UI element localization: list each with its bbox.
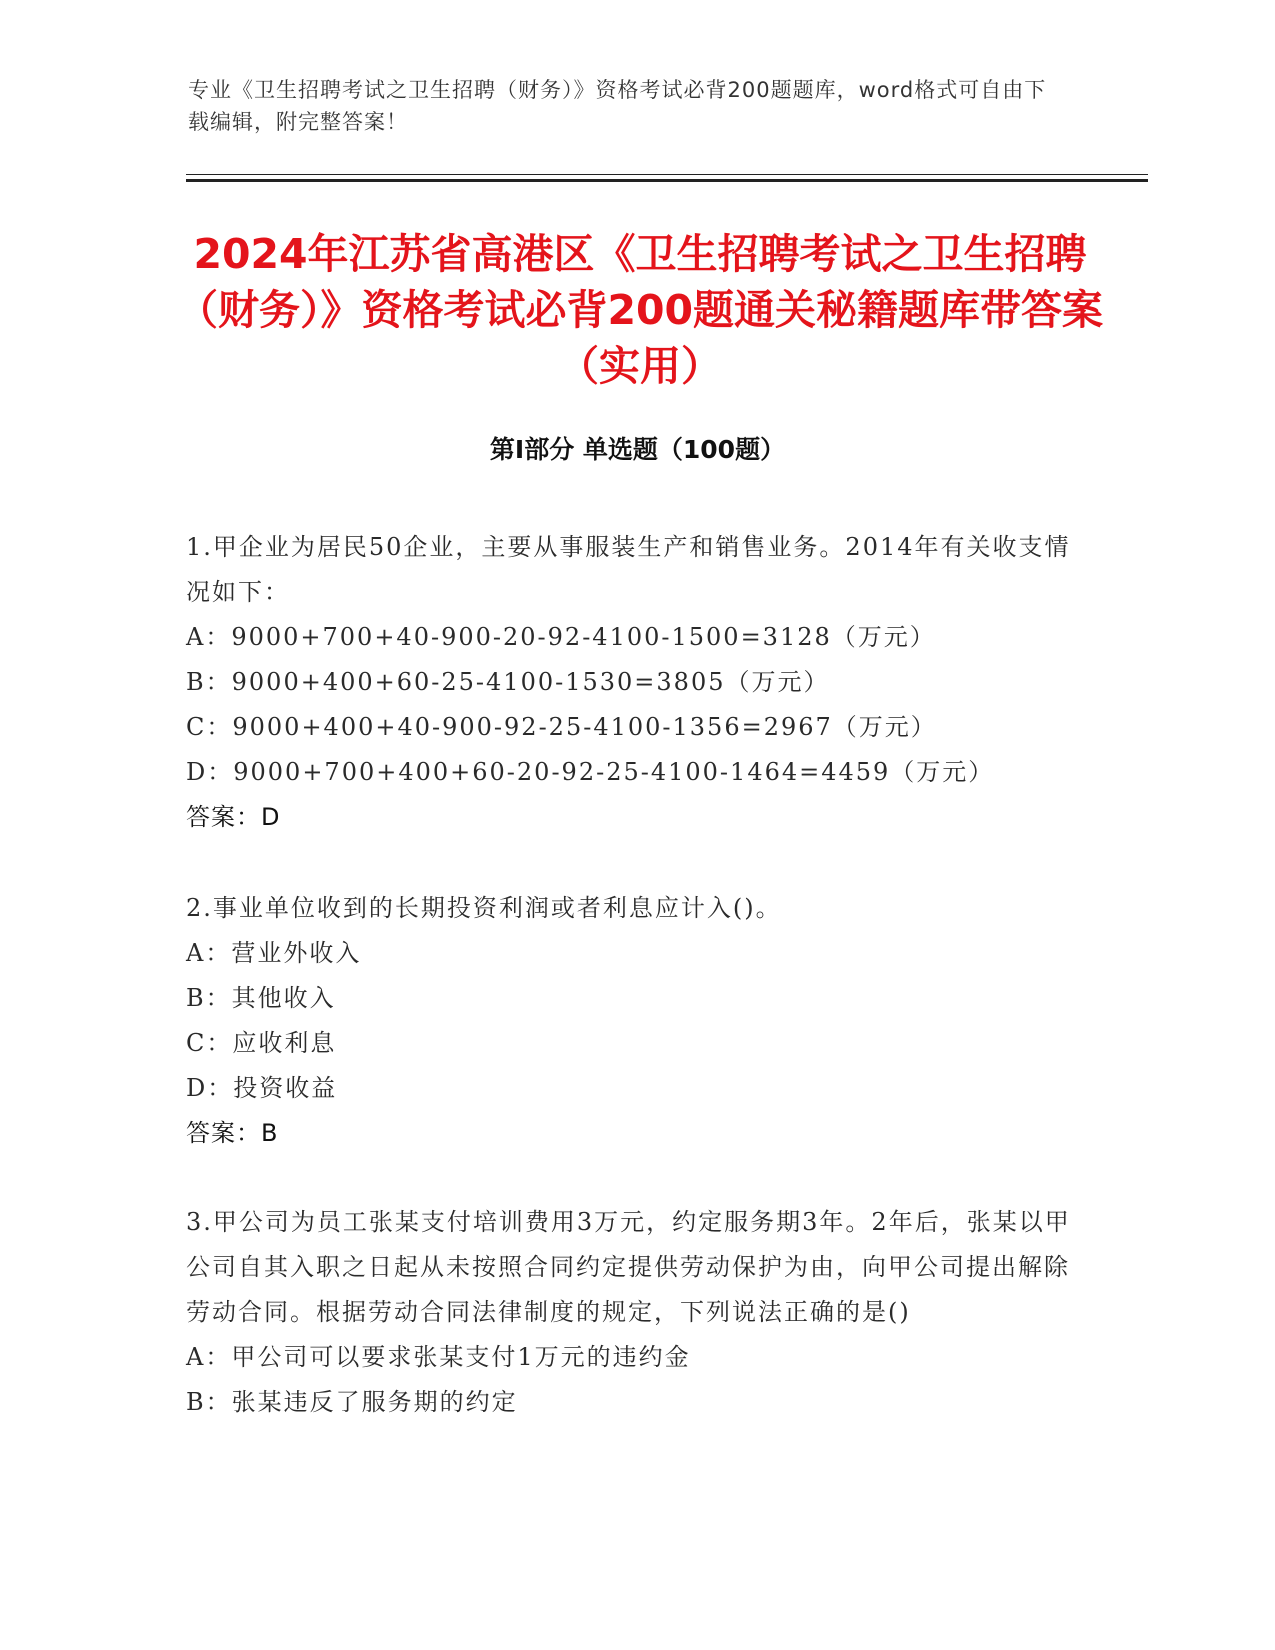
section-title: 第I部分 单选题（100题）: [489, 435, 786, 464]
option-b: B：张某违反了服务期的约定: [186, 1388, 518, 1416]
header-rule-thick: [186, 179, 1148, 182]
option-c: C：应收利息: [186, 1029, 337, 1057]
option-c: C：9000+400+40-900-92-25-4100-1356=2967（万元）: [186, 713, 937, 741]
option-a: A：营业外收入: [186, 939, 362, 967]
option-d: D：投资收益: [186, 1074, 338, 1102]
question-stem: 1.甲企业为居民50企业，主要从事服装生产和销售业务。2014年有关收支情况如下：: [186, 533, 1071, 606]
answer: 答案：B: [186, 1119, 279, 1147]
option-a: A：甲公司可以要求张某支付1万元的违约金: [186, 1343, 691, 1371]
option-a: A：9000+700+40-900-20-92-4100-1500=3128（万元）: [186, 623, 936, 651]
document-title: 2024年江苏省高港区《卫生招聘考试之卫生招聘（财务）》资格考试必背200题通关秘籍题库带答案（实用）: [176, 230, 1104, 390]
option-d: D：9000+700+400+60-20-92-25-4100-1464=4459（万元）: [186, 758, 995, 786]
header-rule-thin: [186, 174, 1148, 175]
question-stem: 3.甲公司为员工张某支付培训费用3万元，约定服务期3年。2年后，张某以甲公司自其入职之日起从未按照合同约定提供劳动保护为由，向甲公司提出解除劳动合同。根据劳动合同法律制度的规定，下列说法正确的是(): [186, 1208, 1071, 1326]
option-b: B：9000+400+60-25-4100-1530=3805（万元）: [186, 668, 830, 696]
question-3: [186, 1200, 1086, 1425]
question-1: [186, 525, 1086, 840]
question-2: [186, 886, 1086, 1156]
question-stem: 2.事业单位收到的长期投资利润或者利息应计入()。: [186, 894, 782, 922]
header-note: 专业《卫生招聘考试之卫生招聘（财务）》资格考试必背200题题库，word格式可自由下载编辑，附完整答案！: [188, 78, 1047, 134]
answer: 答案：D: [186, 803, 281, 831]
option-b: B：其他收入: [186, 984, 336, 1012]
